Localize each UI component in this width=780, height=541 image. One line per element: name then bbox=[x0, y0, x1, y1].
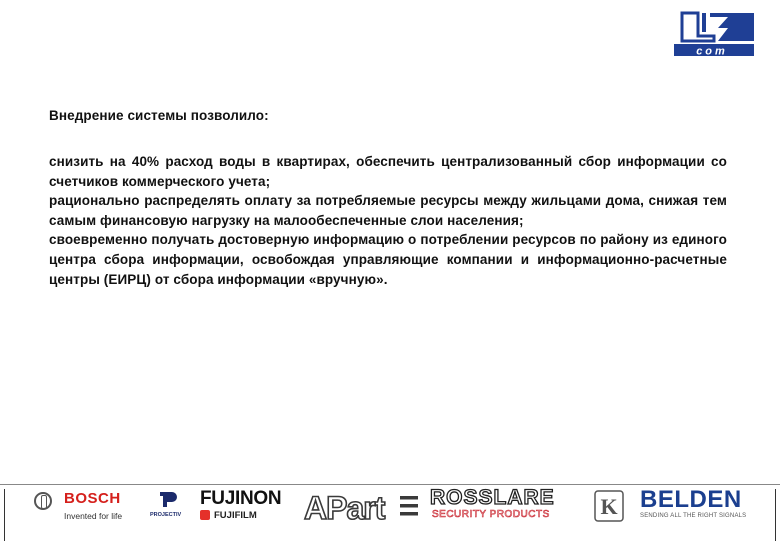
apart-logo-mark bbox=[302, 488, 420, 524]
kramer-name: K bbox=[600, 494, 618, 519]
slide-heading: Внедрение системы позволило: bbox=[49, 108, 269, 123]
company-logo-mark bbox=[668, 10, 756, 58]
projectiv-mark-icon bbox=[158, 490, 178, 508]
kramer-mark-icon bbox=[594, 490, 624, 522]
fujinon-logo bbox=[200, 488, 292, 524]
bosch-name: BOSCH bbox=[64, 490, 121, 507]
fujifilm-name: FUJIFILM bbox=[214, 510, 257, 521]
paragraph: рационально распределять оплату за потребляемые ресурсы между жильцами дома, снижая тем самым финансовую нагрузку на малообеспеченные слои населения; bbox=[49, 193, 727, 228]
projectiv-name: PROJECTIV bbox=[150, 512, 182, 518]
bosch-armature-icon bbox=[34, 492, 52, 510]
kramer-logo bbox=[594, 490, 624, 522]
fujinon-name: FUJINON bbox=[200, 488, 282, 509]
apart-name: APart bbox=[304, 490, 385, 524]
rosslare-sub: SECURITY PRODUCTS bbox=[432, 509, 550, 520]
belden-tagline: SENDING ALL THE RIGHT SIGNALS bbox=[640, 513, 747, 519]
company-logo bbox=[668, 10, 756, 58]
bosch-logo bbox=[32, 490, 132, 524]
body-text bbox=[49, 152, 727, 289]
fujifilm-mark-icon bbox=[200, 510, 210, 520]
company-logo-text: com bbox=[696, 45, 728, 58]
bosch-tagline: Invented for life bbox=[64, 511, 123, 521]
rosslare-name: ROSSLARE bbox=[430, 486, 555, 509]
apart-logo bbox=[302, 488, 420, 524]
rosslare-logo bbox=[430, 488, 580, 524]
belden-name: BELDEN bbox=[640, 486, 742, 513]
paragraph: своевременно получать достоверную информацию о потреблении ресурсов по району из единого центра сбора информации, освобождая управляющие компании и информационно-расчетные центры (ЕИРЦ) от сбора информации «вручную». bbox=[49, 232, 727, 287]
projectiv-logo bbox=[150, 490, 196, 524]
belden-logo bbox=[638, 488, 768, 524]
paragraph: снизить на 40% расход воды в квартирах, обеспечить централизованный сбор информации со счетчиков коммерческого учета; bbox=[49, 154, 727, 189]
